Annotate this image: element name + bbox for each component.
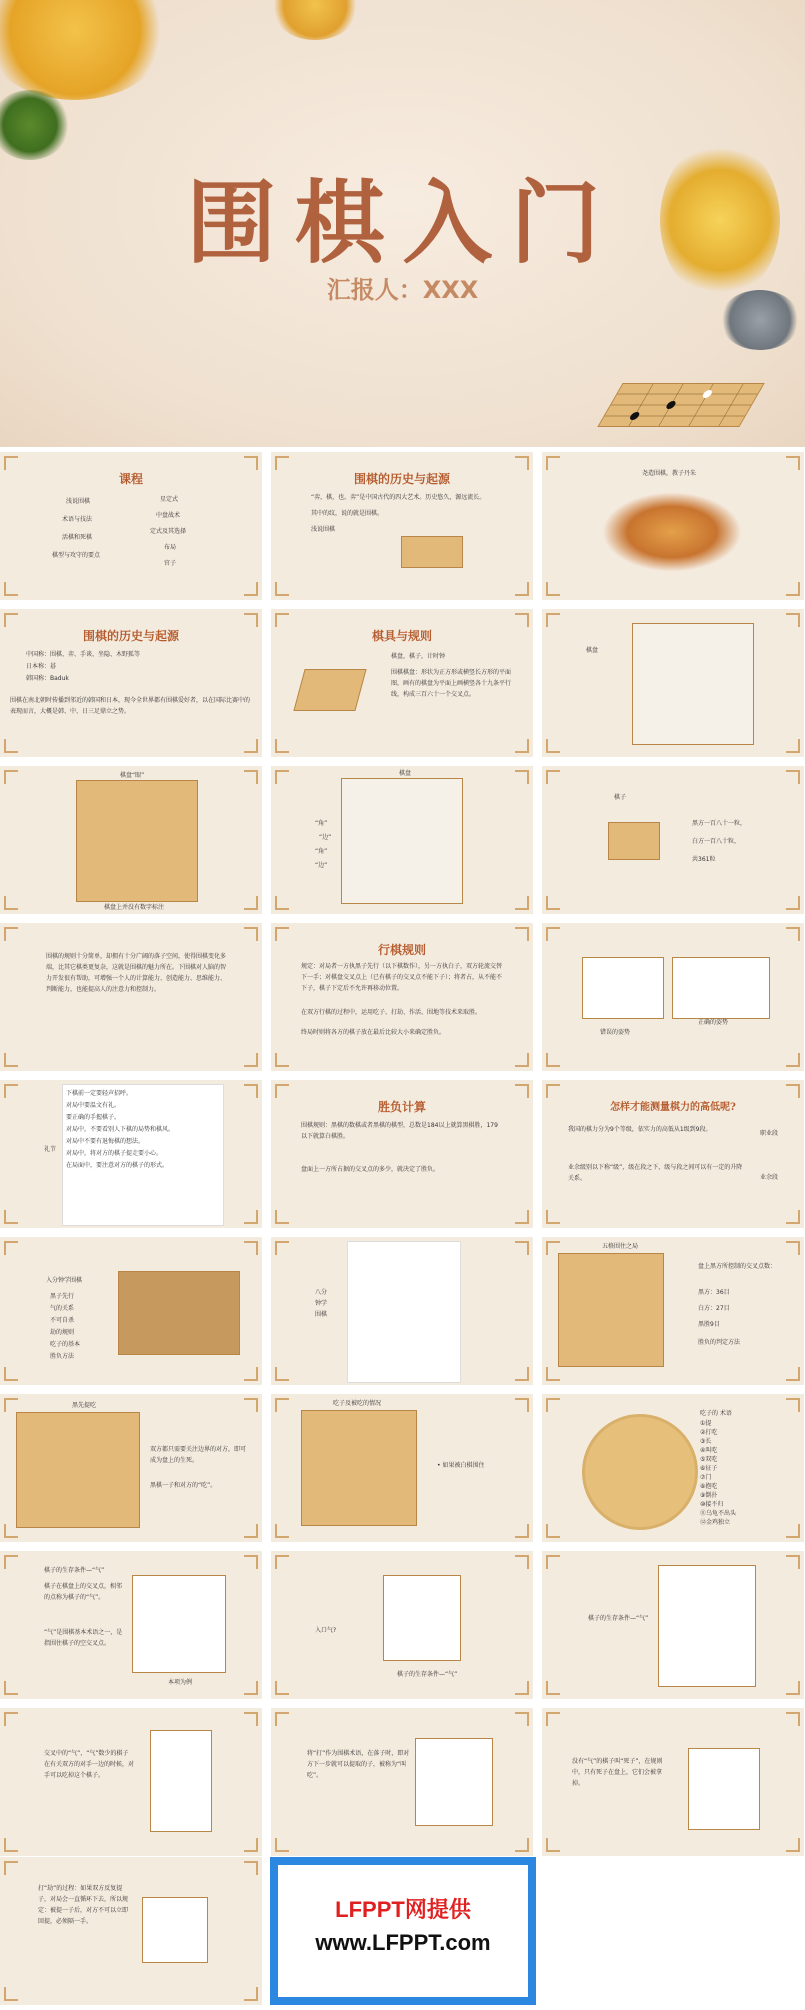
capture-cases-caption: 吃子及被吃的情况 bbox=[333, 1400, 382, 1407]
corner-ornament bbox=[515, 1241, 529, 1255]
history-bullet: 韩国称：Baduk bbox=[26, 675, 69, 682]
corner-ornament bbox=[4, 1084, 18, 1098]
history-line: 浅说围棋 bbox=[311, 526, 336, 533]
corner-ornament bbox=[515, 582, 529, 596]
capture-term: ⑤双吃 bbox=[700, 1456, 718, 1463]
slide-capture-cases[interactable] bbox=[271, 1394, 533, 1542]
board-eye-note: 棋盘上并没有数字标注 bbox=[104, 904, 165, 911]
go-board-wood bbox=[558, 1253, 664, 1367]
slide-liberty-4[interactable] bbox=[0, 1708, 262, 1856]
equipment-line: 围棋棋盘：形状为正方形或横竖长方形的平面图，画有的棋盘为平面上画横竖各十九条平行线，构成三百六十一个交叉点。 bbox=[391, 669, 512, 698]
corner-ornament bbox=[515, 770, 529, 784]
corner-ornament bbox=[275, 1398, 289, 1412]
history-line: 其中的纹，说的就是围棋。 bbox=[311, 510, 384, 517]
corner-ornament bbox=[4, 1838, 18, 1852]
corner-ornament bbox=[515, 896, 529, 910]
promo-line-1: LFPPT网提供 bbox=[335, 1897, 471, 1922]
slide-title: 棋具与规则 bbox=[371, 629, 432, 643]
corner-ornament bbox=[4, 1987, 18, 2001]
corner-ornament bbox=[275, 896, 289, 910]
corner-ornament bbox=[244, 1210, 258, 1224]
corner-ornament bbox=[244, 1524, 258, 1538]
rank-side-label: 职业段 bbox=[760, 1130, 779, 1137]
slide-title: 课程 bbox=[118, 472, 143, 486]
history-line: “弈，棋，也。弈”是中国古代的四大艺术。历史悠久，源远流长。 bbox=[311, 494, 486, 501]
liberty-line: “气”是围棋基本术语之一，是指围住棋子的空交叉点。 bbox=[44, 1629, 123, 1647]
legend-caption: 尧造围棋，教子丹朱 bbox=[642, 470, 697, 477]
stones-line: 白方一百八十粒， bbox=[692, 838, 741, 845]
slide-liberty-2[interactable] bbox=[271, 1551, 533, 1699]
slide-title: 围棋的历史与起源 bbox=[82, 629, 179, 643]
rules-paragraph: 规定：对局者一方执黑子先行（以下棋数作），另一方执白子，双方轮流交替下一手；对棋盘交叉点上（已有棋子的交叉点不能下子）；将者占，从不能不下子，棋子下定后不允许再移动位置。 bbox=[301, 963, 503, 992]
corner-ornament bbox=[546, 1555, 560, 1569]
corner-ornament bbox=[786, 1241, 800, 1255]
corner-ornament bbox=[786, 1367, 800, 1381]
slide-rank[interactable] bbox=[542, 1080, 804, 1228]
cover-slide[interactable] bbox=[0, 0, 805, 447]
corner-ornament bbox=[275, 1210, 289, 1224]
etiquette-item: 对局中要温文有礼。 bbox=[66, 1102, 121, 1109]
corner-ornament bbox=[4, 1861, 18, 1875]
right-posture-image bbox=[672, 957, 770, 1019]
territory-line: 白方：27目 bbox=[698, 1305, 730, 1312]
corner-ornament bbox=[515, 613, 529, 627]
capture-term: ③长 bbox=[700, 1438, 712, 1445]
capture-cases-note: • 如果被白棋围住 bbox=[437, 1462, 485, 1469]
capture-term: ⑫金鸡独立 bbox=[700, 1519, 731, 1526]
corner-ornament bbox=[275, 582, 289, 596]
etiquette-item: 对局中，不要看别人下棋的局势和棋风。 bbox=[66, 1126, 175, 1133]
go-board-diagram bbox=[688, 1748, 760, 1830]
slide-history-1[interactable] bbox=[271, 452, 533, 600]
go-board-diagram bbox=[341, 778, 463, 904]
go-board-diagram bbox=[142, 1897, 208, 1963]
corner-ornament bbox=[786, 1838, 800, 1852]
slide-etiquette[interactable] bbox=[0, 1080, 262, 1228]
slide-equipment[interactable] bbox=[271, 609, 533, 757]
corner-ornament bbox=[515, 1524, 529, 1538]
corner-ornament bbox=[4, 1398, 18, 1412]
corner-ornament bbox=[4, 1210, 18, 1224]
capture-term: ⑩接不归 bbox=[700, 1501, 724, 1508]
corner-ornament bbox=[515, 1053, 529, 1067]
eight-minutes-item: 黑子先行 bbox=[50, 1293, 75, 1300]
corner-ornament bbox=[275, 1367, 289, 1381]
slide-title: 胜负计算 bbox=[377, 1100, 426, 1114]
corner-ornament bbox=[786, 896, 800, 910]
corner-ornament bbox=[546, 456, 560, 470]
board-eye-caption: 棋盘“眼” bbox=[120, 772, 145, 779]
capture-term: ②打吃 bbox=[700, 1429, 718, 1436]
liberty-caption: 本项为例 bbox=[168, 1679, 193, 1686]
corner-ornament bbox=[786, 1555, 800, 1569]
corner-ornament bbox=[786, 456, 800, 470]
corner-ornament bbox=[4, 1053, 18, 1067]
course-item: 术语与技法 bbox=[62, 516, 93, 523]
slide-capture-terms[interactable] bbox=[542, 1394, 804, 1542]
corner-ornament bbox=[275, 1053, 289, 1067]
corner-ornament bbox=[515, 1398, 529, 1412]
corner-ornament bbox=[515, 1681, 529, 1695]
go-board-diagram bbox=[132, 1575, 226, 1673]
rules-paragraph: 在双方行棋的过程中，运用吃子、打劫、作活、围地等技术来取胜。 bbox=[301, 1009, 482, 1016]
capture-paragraph: 双方都只需要关注边界的对方，即可成为盘上的生死。 bbox=[150, 1446, 247, 1464]
corner-ornament bbox=[786, 1398, 800, 1412]
corner-ornament bbox=[546, 896, 560, 910]
territory-line: 黑方：36目 bbox=[698, 1289, 730, 1296]
corner-ornament bbox=[786, 1084, 800, 1098]
slide-board-eye[interactable] bbox=[0, 766, 262, 914]
corner-ornament bbox=[244, 1555, 258, 1569]
board-region-label: “角” bbox=[315, 848, 328, 855]
corner-ornament bbox=[786, 1210, 800, 1224]
etiquette-item: 对局中，将对方的棋子提走要小心。 bbox=[66, 1150, 163, 1157]
corner-ornament bbox=[275, 739, 289, 753]
board-region-label: “角” bbox=[315, 820, 328, 827]
capture-paragraph: 黑棋一子和对方的“吃”。 bbox=[150, 1482, 217, 1489]
corner-ornament bbox=[244, 1241, 258, 1255]
corner-ornament bbox=[786, 739, 800, 753]
slide-rules[interactable] bbox=[271, 923, 533, 1071]
corner-ornament bbox=[546, 582, 560, 596]
etiquette-item: 下棋前一定要轻声招呼。 bbox=[66, 1090, 133, 1097]
text-panel bbox=[347, 1241, 461, 1383]
corner-ornament bbox=[515, 1555, 529, 1569]
liberty-line: 棋子在棋盘上的交叉点，相邻的点称为棋子的“气”。 bbox=[44, 1583, 123, 1601]
atari-paragraph: 将“打”作为围棋术语，在落子时，即对方下一步就可以提取的子，被称为“叫吃”。 bbox=[307, 1750, 410, 1779]
territory-caption: 五格围住之局 bbox=[602, 1243, 639, 1250]
etiquette-item: 在局面中，要注意对方的棋子的形式。 bbox=[66, 1162, 169, 1169]
corner-ornament bbox=[244, 1987, 258, 2001]
capture-caption: 黑先提吃 bbox=[72, 1402, 97, 1409]
cover-reporter: 汇报人：XXX bbox=[326, 276, 479, 304]
capture-term: ⑪乌龟不出头 bbox=[700, 1510, 737, 1517]
corner-ornament bbox=[4, 1681, 18, 1695]
slide-territory[interactable] bbox=[542, 1237, 804, 1385]
stones-line: 黑方一百八十一粒， bbox=[692, 820, 747, 827]
corner-ornament bbox=[546, 1367, 560, 1381]
promo-line-2: www.LFPPT.com bbox=[315, 1930, 491, 1955]
corner-ornament bbox=[244, 1398, 258, 1412]
capture-terms-title: 吃子的 术语 bbox=[700, 1410, 732, 1417]
board-region-label: “边” bbox=[315, 862, 328, 869]
slide-board-regions[interactable] bbox=[271, 766, 533, 914]
territory-line: 黑胜9目 bbox=[698, 1321, 720, 1328]
slide-eight-minutes[interactable] bbox=[0, 1237, 262, 1385]
slide-stones[interactable] bbox=[542, 766, 804, 914]
corner-ornament bbox=[244, 1053, 258, 1067]
corner-ornament bbox=[244, 613, 258, 627]
slide-title: 怎样才能测量棋力的高低呢? bbox=[610, 1102, 736, 1113]
corner-ornament bbox=[275, 1084, 289, 1098]
corner-ornament bbox=[515, 739, 529, 753]
dead-stones-paragraph: 没有“气”的棋子叫“死子”，在规则中，只有死子在盘上，它们会被拿掉。 bbox=[572, 1758, 663, 1787]
corner-ornament bbox=[244, 896, 258, 910]
corner-ornament bbox=[4, 613, 18, 627]
course-item: 活棋和死棋 bbox=[62, 534, 93, 541]
slide-history-2[interactable] bbox=[0, 609, 262, 757]
capture-term: ④叫吃 bbox=[700, 1447, 718, 1454]
course-item: 浅说围棋 bbox=[66, 498, 91, 505]
slide-ko[interactable] bbox=[0, 1857, 262, 2005]
slide-atari[interactable] bbox=[271, 1708, 533, 1856]
corner-ornament bbox=[244, 1861, 258, 1875]
course-item: 官子 bbox=[164, 560, 177, 567]
capture-term: ⑦门 bbox=[700, 1474, 712, 1481]
stones-caption: 棋子 bbox=[614, 794, 627, 801]
corner-ornament bbox=[244, 1838, 258, 1852]
slide-rules-intro[interactable] bbox=[0, 923, 262, 1071]
corner-ornament bbox=[546, 613, 560, 627]
slide-legend[interactable] bbox=[542, 452, 804, 600]
corner-ornament bbox=[244, 456, 258, 470]
chrysanthemum-top-left bbox=[0, 0, 170, 100]
corner-ornament bbox=[546, 1053, 560, 1067]
slide-title: 行棋规则 bbox=[377, 943, 426, 957]
corner-ornament bbox=[244, 1681, 258, 1695]
corner-ornament bbox=[275, 1681, 289, 1695]
slide-title: 围棋的历史与起源 bbox=[353, 472, 450, 486]
go-bowls-illustration bbox=[401, 536, 463, 568]
course-item: 中盘战术 bbox=[156, 512, 181, 519]
corner-ornament bbox=[786, 770, 800, 784]
corner-ornament bbox=[786, 1681, 800, 1695]
go-board-wood bbox=[16, 1412, 140, 1528]
slide-eight-minutes-text[interactable] bbox=[271, 1237, 533, 1385]
corner-ornament bbox=[275, 927, 289, 941]
round-board-illustration bbox=[582, 1414, 698, 1530]
eight-minutes-vertical-label: 八分钟学围棋 bbox=[315, 1289, 328, 1318]
corner-ornament bbox=[546, 1398, 560, 1412]
corner-ornament bbox=[786, 613, 800, 627]
corner-ornament bbox=[546, 1712, 560, 1726]
go-board-diagram bbox=[632, 623, 754, 745]
corner-ornament bbox=[546, 927, 560, 941]
children-illustration bbox=[602, 492, 742, 572]
corner-ornament bbox=[4, 739, 18, 753]
liberty-heading: 棋子的生存条件—“气” bbox=[44, 1567, 105, 1574]
history-bullet: 中国称：围棋、弈、手谈、坐隐、木野狐等 bbox=[26, 651, 141, 658]
rules-paragraph: 终局时则将各方的棋子放在最后比较大小来确定胜负。 bbox=[301, 1029, 446, 1036]
liberty-paragraph: 交叉中的“气”，“气”数少的棋子在有关双方的对手一边的时候，对手可以吃掉这个棋子。 bbox=[44, 1750, 135, 1779]
slide-dead-stones[interactable] bbox=[542, 1708, 804, 1856]
capture-term: ⑧抱吃 bbox=[700, 1483, 718, 1490]
corner-ornament bbox=[4, 896, 18, 910]
ko-paragraph: 打“劫”的过程：如果双方反复提子，对局会一直循环下去，所以规定：被提一子后，对方不可以立即回提，必须隔一手。 bbox=[38, 1885, 129, 1925]
territory-line: 胜负的判定方法 bbox=[698, 1339, 741, 1346]
history-paragraph: 围棋在南北朝时传播到邻近的韩国和日本，现今全世界都有围棋爱好者，以在国际比赛中的表现而言，大概是韩、中、日三足鼎立之势。 bbox=[10, 697, 251, 715]
corner-ornament bbox=[515, 1210, 529, 1224]
course-item: 棋型与攻守的要点 bbox=[52, 552, 101, 559]
slide-liberty-3[interactable] bbox=[542, 1551, 804, 1699]
eight-minutes-item: 吃子的基本 bbox=[50, 1341, 81, 1348]
capture-term: ⑨倒扑 bbox=[700, 1492, 718, 1499]
corner-ornament bbox=[4, 1712, 18, 1726]
go-board-diagram bbox=[150, 1730, 212, 1832]
corner-ornament bbox=[4, 456, 18, 470]
territory-line: 盘上黑方所控制的交叉点数： bbox=[698, 1263, 777, 1270]
corner-ornament bbox=[786, 1524, 800, 1538]
etiquette-label: 礼节 bbox=[44, 1146, 57, 1153]
corner-ornament bbox=[546, 1681, 560, 1695]
corner-ornament bbox=[4, 582, 18, 596]
slide-posture[interactable] bbox=[542, 923, 804, 1071]
rank-paragraph: 业余级别以下称“级”，级在段之下，级与段之间可以有一定的升降关系。 bbox=[568, 1164, 743, 1182]
posture-caption: 错误的姿势 bbox=[600, 1029, 631, 1036]
scoring-paragraph: 围棋规则：黑棋的数棋或者黑棋的棋型，总数是184以上就算黑棋胜，179以下就算白棋胜。 bbox=[301, 1122, 498, 1140]
board-region-label: “边” bbox=[319, 834, 332, 841]
corner-ornament bbox=[4, 770, 18, 784]
corner-ornament bbox=[4, 1367, 18, 1381]
slide-scoring[interactable] bbox=[271, 1080, 533, 1228]
corner-ornament bbox=[786, 582, 800, 596]
corner-ornament bbox=[275, 1712, 289, 1726]
corner-ornament bbox=[4, 1555, 18, 1569]
eight-minutes-item: 不可自杀 bbox=[50, 1317, 75, 1324]
liberty-caption: 棋子的生存条件—“气” bbox=[397, 1671, 458, 1678]
capture-term: ①提 bbox=[700, 1420, 712, 1427]
corner-ornament bbox=[244, 1084, 258, 1098]
corner-ornament bbox=[244, 770, 258, 784]
corner-ornament bbox=[546, 770, 560, 784]
corner-ornament bbox=[244, 582, 258, 596]
corner-ornament bbox=[4, 927, 18, 941]
corner-ornament bbox=[244, 1712, 258, 1726]
corner-ornament bbox=[275, 1241, 289, 1255]
corner-ornament bbox=[546, 1524, 560, 1538]
slide-capture-black[interactable] bbox=[0, 1394, 262, 1542]
etiquette-item: 对局中不要有退悔棋的想法。 bbox=[66, 1138, 145, 1145]
go-board-wood bbox=[76, 780, 198, 902]
corner-ornament bbox=[515, 1838, 529, 1852]
corner-ornament bbox=[4, 1241, 18, 1255]
wrong-posture-image bbox=[582, 957, 664, 1019]
board-label: 棋盘 bbox=[586, 647, 599, 654]
eight-minutes-title: 入分钟学围棋 bbox=[46, 1277, 83, 1284]
slide-course[interactable] bbox=[0, 452, 262, 600]
corner-ornament bbox=[546, 1084, 560, 1098]
corner-ornament bbox=[244, 927, 258, 941]
corner-ornament bbox=[275, 1838, 289, 1852]
go-board-illustration bbox=[597, 383, 764, 427]
course-item: 布局 bbox=[164, 544, 177, 551]
eight-minutes-item: 胜负方法 bbox=[50, 1353, 75, 1360]
corner-ornament bbox=[275, 770, 289, 784]
eight-minutes-item: 劫的规则 bbox=[50, 1329, 75, 1336]
scoring-paragraph: 盘面上一方所占据的交叉点的多少，就决定了胜负。 bbox=[301, 1166, 440, 1173]
corner-ornament bbox=[515, 927, 529, 941]
equipment-line: 棋盘，棋子，计时钟 bbox=[391, 653, 446, 660]
promo-banner[interactable] bbox=[270, 1857, 536, 2005]
go-board-wood bbox=[301, 1410, 417, 1526]
corner-ornament bbox=[515, 1084, 529, 1098]
chrysanthemum-top-center bbox=[270, 0, 360, 40]
liberty-question: 入口气? bbox=[315, 1627, 337, 1634]
capture-term: ⑥征子 bbox=[700, 1465, 718, 1472]
promo-inner bbox=[278, 1865, 528, 1997]
corner-ornament bbox=[515, 1367, 529, 1381]
course-item: 星定式 bbox=[160, 496, 179, 503]
go-board-diagram bbox=[383, 1575, 461, 1661]
corner-ornament bbox=[786, 927, 800, 941]
course-item: 定式及其选择 bbox=[150, 528, 187, 535]
posture-caption: 正确的姿势 bbox=[698, 1019, 729, 1026]
corner-ornament bbox=[786, 1053, 800, 1067]
corner-ornament bbox=[546, 1838, 560, 1852]
eight-minutes-item: 气的关系 bbox=[50, 1305, 75, 1312]
corner-ornament bbox=[515, 456, 529, 470]
history-bullet: 日本称：碁 bbox=[26, 663, 57, 670]
corner-ornament bbox=[546, 1210, 560, 1224]
corner-ornament bbox=[786, 1712, 800, 1726]
corner-ornament bbox=[244, 1367, 258, 1381]
corner-ornament bbox=[515, 1712, 529, 1726]
stones-line: 共361粒 bbox=[692, 856, 716, 863]
cover-title: 围棋入门 bbox=[186, 170, 619, 276]
corner-ornament bbox=[275, 1524, 289, 1538]
go-board-diagram bbox=[658, 1565, 756, 1687]
stones-illustration bbox=[608, 822, 660, 860]
board-regions-caption: 棋盘 bbox=[399, 770, 412, 777]
liberty-heading: 棋子的生存条件—“气” bbox=[588, 1615, 649, 1622]
board-tree-illustration bbox=[293, 669, 366, 711]
slide-liberty-1[interactable] bbox=[0, 1551, 262, 1699]
go-board-diagram bbox=[415, 1738, 493, 1826]
etiquette-item: 要正确的手握棋子。 bbox=[66, 1114, 121, 1121]
slide-board-numbered[interactable] bbox=[542, 609, 804, 757]
corner-ornament bbox=[275, 613, 289, 627]
corner-ornament bbox=[244, 739, 258, 753]
rank-paragraph: 我国的棋力分为9个等级，依实力的高低从1级到9段。 bbox=[568, 1126, 712, 1133]
corner-ornament bbox=[546, 739, 560, 753]
hand-placing-stone-photo bbox=[118, 1271, 240, 1355]
corner-ornament bbox=[275, 456, 289, 470]
rules-intro-paragraph: 围棋的规则十分简单，却拥有十分广阔的落子空间，使得围棋变化多端，比其它棋类更复杂，这就是围棋的魅力所在。下围棋对人脑的智力开发很有帮助，可增强一个人的计算能力、创造能力、思维能力、判断能力，也能提高人的注意力和控制力。 bbox=[46, 953, 227, 993]
corner-ornament bbox=[275, 1555, 289, 1569]
rank-side-label: 业余段 bbox=[760, 1174, 779, 1181]
